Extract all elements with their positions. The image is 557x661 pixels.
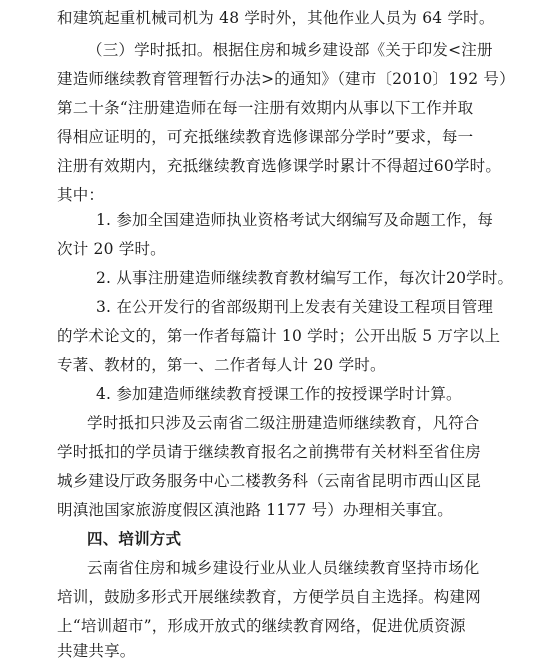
text-line-17: 城乡建设厅政务服务中心二楼教务科（云南省昆明市西山区昆 (57, 472, 481, 490)
text-line-18: 明滇池国家旅游度假区滇池路 1177 号）办理相关事宜。 (57, 501, 453, 519)
section-heading: 四、培训方式 (87, 530, 182, 548)
text-line-9: 次计 20 学时。 (57, 240, 166, 258)
text-line-7: 其中： (57, 186, 105, 204)
text-line-13: 专著、教材的，第一、二作者每人计 20 学时。 (57, 356, 386, 374)
text-line-14: 4. 参加建造师继续教育授课工作的按授课学时计算。 (96, 385, 462, 403)
text-line-11: 3. 在公开发行的省部级期刊上发表有关建设工程项目管理 (96, 298, 494, 316)
text-line-12: 的学术论文的，第一作者每篇计 10 学时；公开出版 5 万字以上 (57, 327, 501, 345)
text-line-15: 学时抵扣只涉及云南省二级注册建造师继续教育，凡符合 (87, 414, 480, 432)
text-line-22: 上“培训超市”，形成开放式的继续教育网络，促进优质资源 (57, 617, 466, 635)
text-line-21: 培训，鼓励多形式开展继续教育，方便学员自主选择。构建网 (57, 588, 481, 606)
text-line-20: 云南省住房和城乡建设行业从业人员继续教育坚持市场化 (87, 559, 480, 577)
text-line-10: 2. 从事注册建造师继续教育教材编写工作，每次计20学时。 (96, 269, 514, 287)
text-line-5: 得相应证明的，可充抵继续教育选修课部分学时”要求，每一 (57, 128, 474, 146)
text-line-6: 注册有效期内，充抵继续教育选修课学时累计不得超过60学时。 (57, 157, 502, 175)
text-line-1: 和建筑起重机械司机为 48 学时外，其他作业人员为 64 学时。 (57, 9, 495, 27)
text-line-23: 共建共享。 (57, 642, 136, 660)
text-line-2: （三）学时抵扣。根据住房和城乡建设部《关于印发<注册 (87, 41, 493, 59)
text-line-8: 1. 参加全国建造师执业资格考试大纲编写及命题工作，每 (96, 211, 494, 229)
text-line-16: 学时抵扣的学员请于继续教育报名之前携带有关材料至省住房 (57, 443, 481, 461)
text-line-3: 建造师继续教育管理暂行办法>的通知》（建市〔2010〕192 号） (57, 70, 515, 88)
text-line-4: 第二十条“注册建造师在每一注册有效期内从事以下工作并取 (57, 99, 474, 117)
